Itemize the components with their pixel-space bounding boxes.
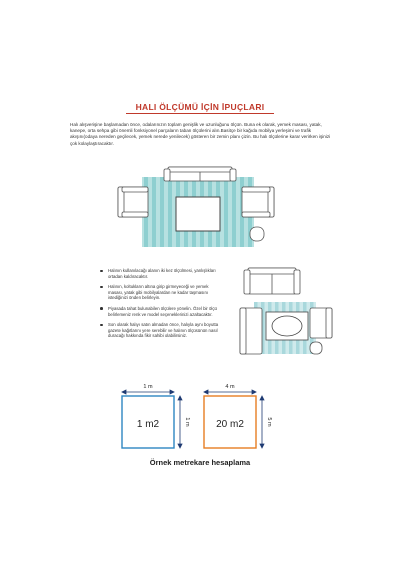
armchair-left <box>118 187 148 217</box>
plant-pot <box>250 227 264 241</box>
tip-item: Halının, koltukların altına girip girmeyeceği ve yemek masası, yatak gibi mobilyalardan ne kadar taşmasını istediğinizi önden belirleyin. <box>100 284 224 301</box>
floor-plan-dining <box>240 264 334 360</box>
intro-paragraph <box>70 122 332 147</box>
example-1-top-label: 1 m <box>143 384 153 390</box>
arrow-vertical-2 <box>260 396 264 448</box>
floor-plan-living-room <box>112 165 288 255</box>
armchair-right-2 <box>310 308 332 338</box>
example-2-top-label: 4 m <box>225 384 235 390</box>
tip-item: Piyasada tahat bulunabilen ölçülere yönelin. Özel bir ölçü belirlemeniz renk ve model seçeneklerinizi azaltacaktır. <box>100 306 224 317</box>
title-underline <box>126 113 274 114</box>
armchair-right <box>242 187 274 217</box>
arrow-vertical-1 <box>178 396 182 448</box>
coffee-table <box>176 197 220 231</box>
plant-pot-2 <box>310 342 322 354</box>
example-2-area: 20 m2 <box>216 419 244 430</box>
armchair-left-2 <box>240 308 262 354</box>
tip-item: Son olarak halıyı satın almadan önce, halıyla aynı boyutta gazete kağıtlarını yere serebilir ve halının ölçüsünün nasıl duracağı hakkında fikir sahibi olabilirsiniz. <box>100 322 224 339</box>
arrow-horizontal-1 <box>122 390 174 394</box>
intro-text: Halı alışverişine başlamadan önce, odalarınızın toplam genişlik ve uzunluğunu ölçün. Buna ek olarak, yemek masası, yatak, kanepe, orta sehpa gibi önemli fonksiyonel parçaların taban ölçülerini alın.Basitçe bir kağıda mobilya yerleşimi ve trafik akışını(odaya nereden geçilecek, yemek nerede yenilecek) gösteren bir zemin planı çizin. Bu halı ölçülerine karar verirken işinizi çok kolaylaştıracaktır. <box>70 122 331 146</box>
oval-table <box>266 312 308 340</box>
example-1-side-label: 1 m <box>184 417 190 427</box>
sofa-top <box>164 167 236 181</box>
example-2-side-label: 5 m <box>266 417 272 427</box>
example-1m2 <box>116 380 192 462</box>
example-20m2 <box>200 380 280 462</box>
examples-caption: Örnek metrekare hesaplama <box>149 458 251 467</box>
tip-item: Halının kullanılacağı alanın iki kez ölçülmesi, yanlışlıkları ortadan kaldıracaktır. <box>100 268 224 279</box>
tips-list <box>100 268 224 344</box>
sofa-top-2 <box>244 268 300 294</box>
page-title: HALI ÖLÇÜMÜ İÇİN İPUÇLARI <box>135 102 265 112</box>
arrow-horizontal-2 <box>204 390 256 394</box>
example-1-area: 1 m2 <box>136 419 160 430</box>
